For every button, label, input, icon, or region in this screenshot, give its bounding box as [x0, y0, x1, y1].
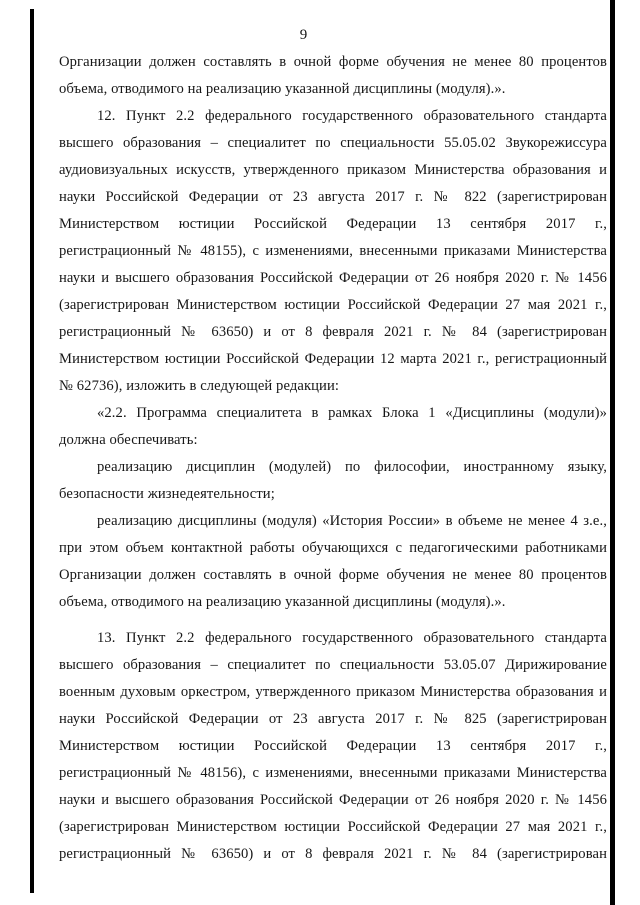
paragraph-history-russia: реализацию дисциплины (модуля) «История России» в объеме не менее 4 з.е., при этом объем контактной работы обучающихся с педагогическими работниками Организации должен составлять в очной форме обучения не менее 80 процентов объема, отводимого на реализацию указанной дисциплины (модуля).». [59, 513, 607, 610]
paragraph-continuation: Организации должен составлять в очной форме обучения не менее 80 процентов объема, отводимого на реализацию указанной дисциплины (модуля).». [59, 54, 607, 97]
page-number: 9 [299, 27, 308, 43]
paragraph-item-13: 13. Пункт 2.2 федерального государственного образовательного стандарта высшего образования – специалитет по специальности 53.05.07 Дирижирование военным духовым оркестром, утвержденного приказом Министерства образования и науки Российской Федерации от 23 августа 2017 г. № 825 (зарегистрирован Министерством юстиции Российской Федерации 13 сентября 2017 г., регистрационный № 48156), с изменениями, внесенными приказами Министерства науки и высшего образования Российской Федерации от 26 ноября 2020 г. № 1456 (зарегистрирован Министерством юстиции Российской Федерации 27 мая 2021 г., регистрационный № 63650) и от 8 февраля 2021 г. № 84 (зарегистрирован [59, 630, 607, 862]
paragraph-item-12: 12. Пункт 2.2 федерального государственного образовательного стандарта высшего образования – специалитет по специальности 55.05.02 Звукорежиссура аудиовизуальных искусств, утвержденного приказом Министерства образования и науки Российской Федерации от 23 августа 2017 г. № 822 (зарегистрирован Министерством юстиции Российской Федерации 13 сентября 2017 г., регистрационный № 48155), с изменениями, внесенными приказами Министерства науки и высшего образования Российской Федерации от 26 ноября 2020 г. № 1456 (зарегистрирован Министерством юстиции Российской Федерации 27 мая 2021 г., регистрационный № 63650) и от 8 февраля 2021 г. № 84 (зарегистрирован Министерством юстиции Российской Федерации 12 марта 2021 г., регистрационный № 62736), изложить в следующей редакции: [59, 108, 607, 394]
paragraph-disciplines: реализацию дисциплин (модулей) по философии, иностранному языку, безопасности жизнедеятельности; [59, 459, 607, 502]
paragraph-2-2-program: «2.2. Программа специалитета в рамках Блока 1 «Дисциплины (модули)» должна обеспечивать: [59, 405, 607, 448]
document-body [59, 49, 607, 868]
scan-edge-left [30, 9, 34, 893]
scan-edge-right [610, 0, 615, 905]
